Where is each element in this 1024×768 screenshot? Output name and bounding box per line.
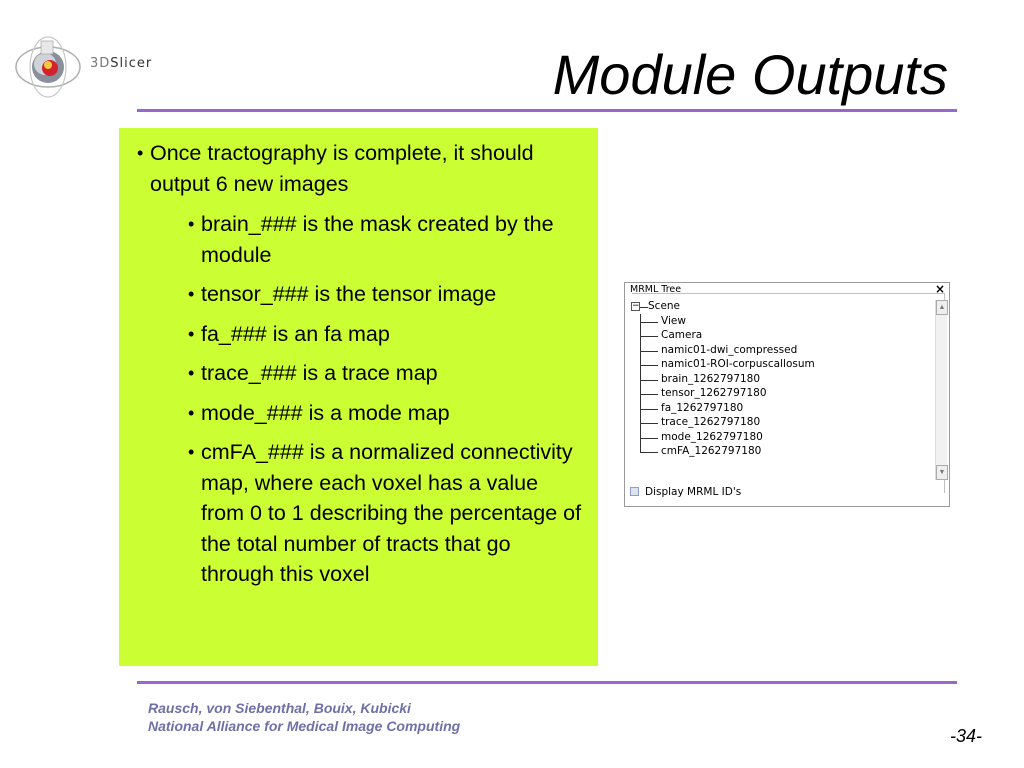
sub-bullet-mode: • mode_### is a mode map — [201, 398, 584, 429]
scroll-down-icon[interactable]: ▼ — [936, 465, 948, 480]
notes-box — [119, 128, 598, 666]
tree-node-roi[interactable]: namic01-ROI-corpuscallosum — [640, 357, 815, 372]
footer-organization: National Alliance for Medical Image Computing — [148, 718, 461, 734]
sub-bullet-fa: • fa_### is an fa map — [201, 319, 584, 350]
slicer-logo-icon — [14, 34, 84, 98]
tree-node-camera[interactable]: Camera — [640, 328, 815, 343]
display-ids-checkbox[interactable] — [630, 487, 639, 496]
sub-bullet-trace: • trace_### is a trace map — [201, 358, 584, 389]
tree-node-brain[interactable]: brain_1262797180 — [640, 372, 815, 387]
sub-bullet-cmfa: • cmFA_### is a normalized connectivity map, where each voxel has a value from 0 to 1 describing the percentage of the total number of tracts that go through this voxel — [201, 437, 584, 590]
mrml-tree-panel — [624, 282, 950, 507]
tree-scrollbar[interactable] — [935, 300, 947, 480]
mrml-tree-view — [630, 299, 815, 459]
tree-node-label: Scene — [648, 300, 681, 312]
tree-node-cmfa[interactable]: cmFA_1262797180 — [640, 444, 815, 459]
tree-node-trace[interactable]: trace_1262797180 — [640, 415, 815, 430]
collapse-icon[interactable]: − — [632, 301, 640, 311]
3dslicer-logo — [14, 34, 153, 98]
tree-node-mode[interactable]: mode_1262797180 — [640, 430, 815, 445]
tree-children — [640, 314, 815, 459]
footer-authors: Rausch, von Siebenthal, Bouix, Kubicki — [148, 700, 411, 716]
sub-bullet-tensor: • tensor_### is the tensor image — [201, 279, 584, 310]
sub-bullet-brain: • brain_### is the mask created by the module — [201, 209, 584, 270]
display-ids-label: Display MRML ID's — [645, 486, 742, 498]
title-divider — [137, 109, 957, 112]
page-number: -34- — [950, 726, 983, 746]
footer-credits — [148, 699, 460, 735]
slide-title: Module Outputs — [552, 43, 948, 106]
logo-wordmark: 3DSlicer — [90, 56, 153, 71]
tree-node-tensor[interactable]: tensor_1262797180 — [640, 386, 815, 401]
footer-divider — [137, 681, 957, 684]
tree-connector — [640, 307, 648, 308]
tree-node-fa[interactable]: fa_1262797180 — [640, 401, 815, 416]
mrml-tree-title: MRML Tree — [630, 284, 682, 295]
scroll-up-icon[interactable]: ▲ — [936, 300, 948, 315]
display-ids-row — [630, 486, 741, 498]
tree-node-view[interactable]: View — [640, 314, 815, 329]
tree-node-scene[interactable] — [630, 299, 815, 314]
main-bullet: • Once tractography is complete, it should output 6 new images — [150, 138, 584, 199]
close-icon[interactable]: × — [934, 282, 945, 296]
tree-node-dwi[interactable]: namic01-dwi_compressed — [640, 343, 815, 358]
